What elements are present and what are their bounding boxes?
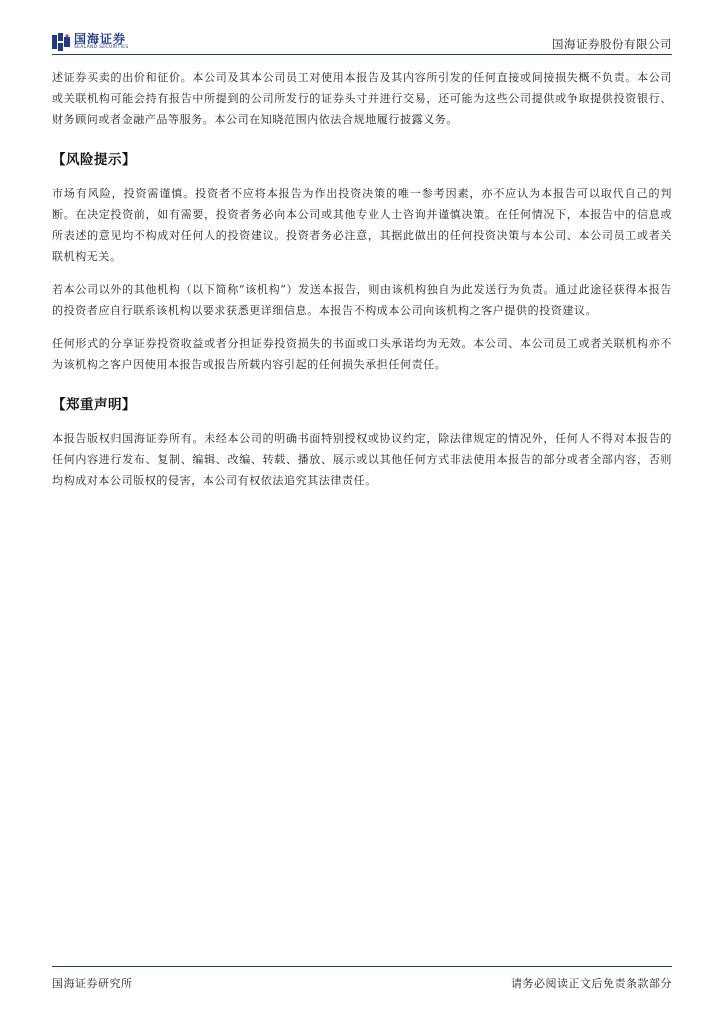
footer-disclaimer-note: 请务必阅读正文后免责条款部分	[511, 977, 672, 990]
disclaimer-content	[52, 67, 672, 491]
risk-paragraph-1: 市场有风险，投资需谨慎。投资者不应将本报告为作出投资决策的唯一参考因素，亦不应认为本报告可以取代自己的判断。在决定投资前，如有需要，投资者务必向本公司或其他专业人士咨询并谨慎决策。在任何情况下，本报告中的信息或所表述的意见均不构成对任何人的投资建议。投资者务必注意，其据此做出的任何投资决策与本公司、本公司员工或者关联机构无关。	[52, 187, 672, 263]
statement-paragraph: 本报告版权归国海证券所有。未经本公司的明确书面特别授权或协议约定，除法律规定的情况外，任何人不得对本报告的任何内容进行发布、复制、编辑、改编、转载、播放、展示或以其他任何方式非法使用本报告的部分或者全部内容，否则均构成对本公司版权的侵害，本公司有权依法追究其法律责任。	[52, 432, 672, 487]
logo-text-cn: 国海证券	[74, 32, 127, 47]
statement-section-title: 【郑重声明】	[52, 397, 136, 413]
logo-text-en: SEALAND SECURITIES	[74, 45, 129, 51]
footer-institute: 国海证券研究所	[52, 977, 133, 990]
company-logo	[52, 32, 129, 52]
risk-paragraph-2: 若本公司以外的其他机构（以下简称“该机构”）发送本报告，则由该机构独自为此发送行为负责。通过此途径获得本报告的投资者应自行联系该机构以要求获悉更详细信息。本报告不构成本公司向该机构之客户提供的投资建议。	[52, 283, 672, 317]
risk-paragraph-3: 任何形式的分享证券投资收益或者分担证券投资损失的书面或口头承诺均为无效。本公司、本公司员工或者关联机构亦不为该机构之客户因使用本报告或报告所载内容引起的任何损失承担任何责任。	[52, 337, 672, 371]
footer-divider	[52, 966, 672, 967]
logo-text	[74, 33, 129, 51]
risk-section-title: 【风险提示】	[52, 152, 136, 168]
sealand-logo-icon	[52, 33, 70, 51]
header-divider	[52, 54, 672, 55]
intro-paragraph: 述证券买卖的出价和征价。本公司及其本公司员工对使用本报告及其内容所引发的任何直接或间接损失概不负责。本公司或关联机构可能会持有报告中所提到的公司所发行的证券头寸并进行交易，还可能为这些公司提供或争取提供投资银行、财务顾问或者金融产品等服务。本公司在知晓范围内依法合规地履行披露义务。	[52, 71, 672, 126]
company-name: 国海证券股份有限公司	[552, 37, 672, 51]
